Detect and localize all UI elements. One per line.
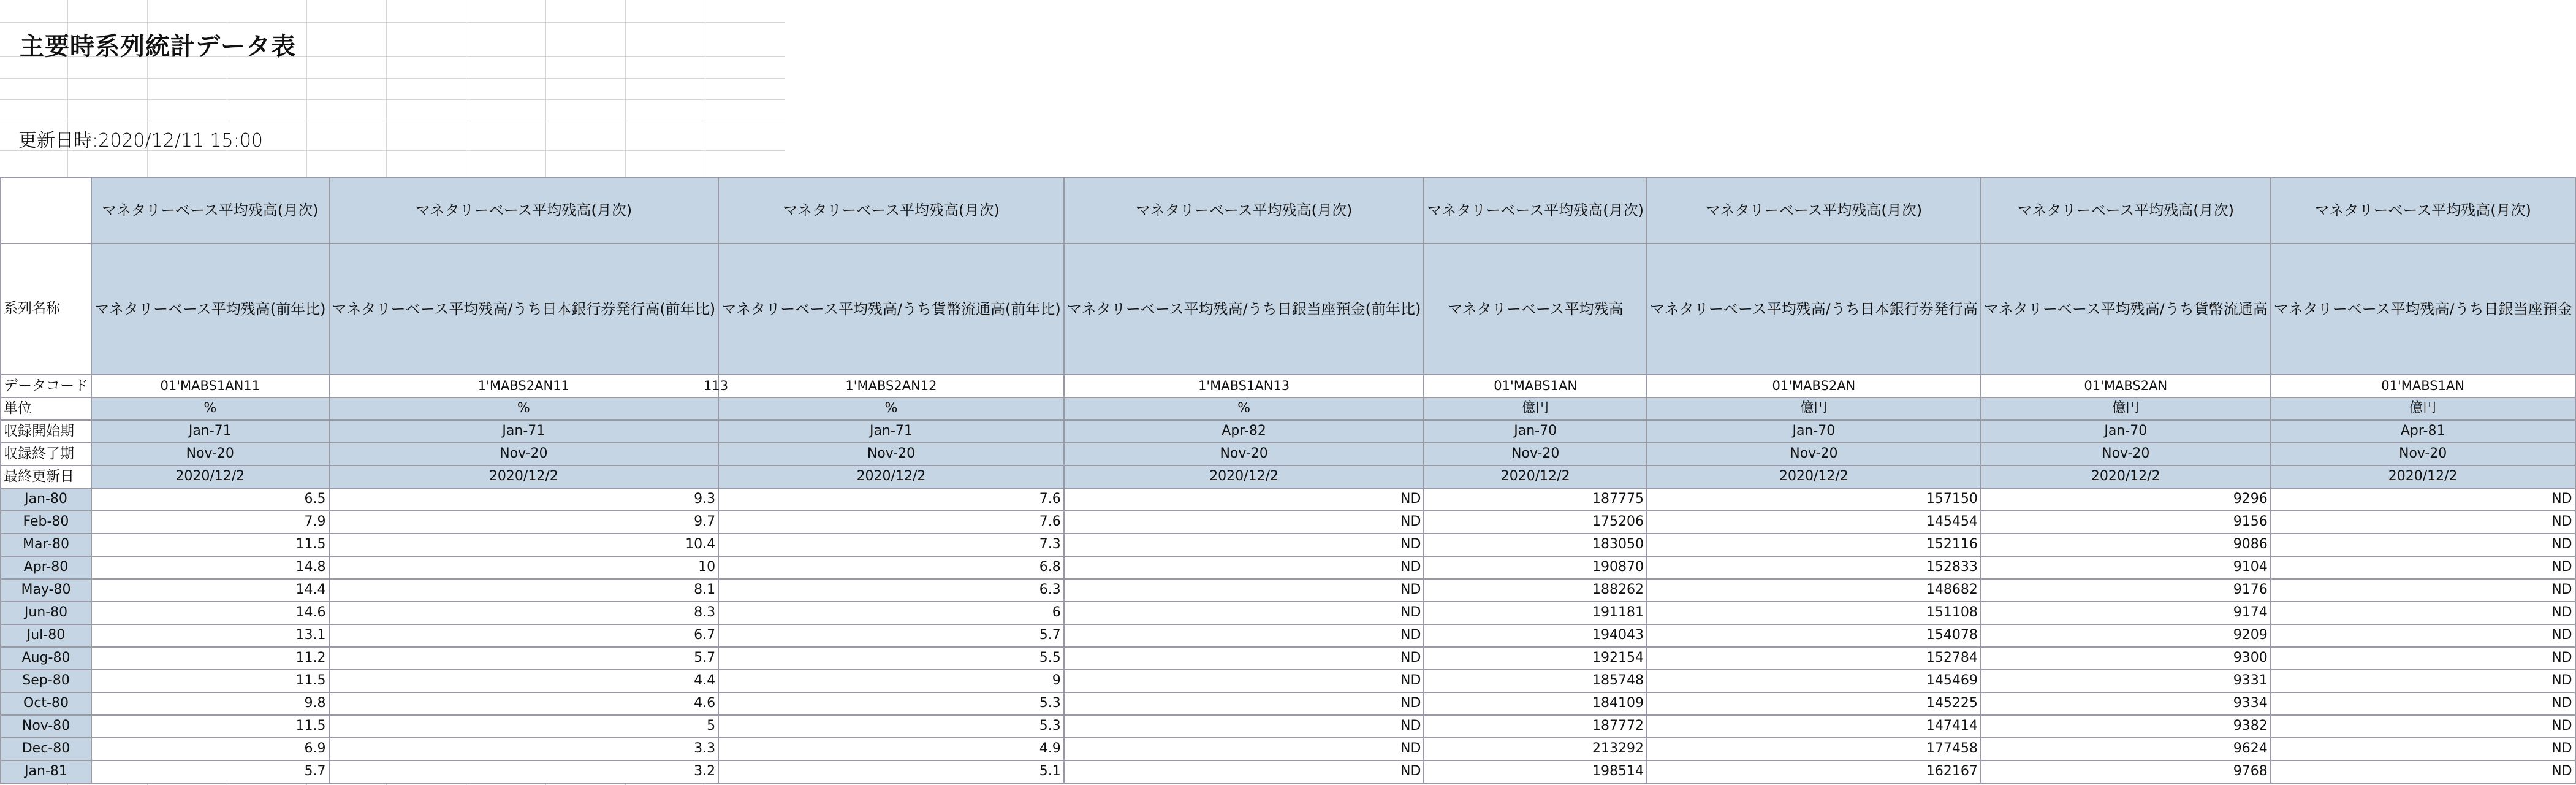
value-cell[interactable]: ND	[1064, 715, 1424, 738]
table-row	[1, 420, 2575, 443]
value-cell[interactable]: ND	[1064, 534, 1424, 556]
date-cell[interactable]: Oct-80	[1, 692, 91, 715]
data-code-cell[interactable]: 01'MABS1AN	[2271, 375, 2575, 397]
value-cell[interactable]: 11.5	[91, 670, 329, 692]
table-row	[1, 670, 2575, 692]
value-cell[interactable]: 6.5	[91, 488, 329, 511]
value-cell[interactable]: ND	[1064, 670, 1424, 692]
series-name-cell[interactable]: マネタリーベース平均残高/うち日本銀行券発行高(前年比)	[329, 243, 719, 375]
value-cell[interactable]: 154078	[1647, 624, 1981, 647]
end-cell[interactable]: Nov-20	[1981, 443, 2271, 465]
last-update-cell[interactable]: 2020/12/2	[1981, 465, 2271, 488]
end-cell[interactable]: Nov-20	[91, 443, 329, 465]
value-cell[interactable]: 9	[718, 670, 1064, 692]
value-cell[interactable]: ND	[2271, 738, 2575, 760]
end-cell[interactable]: Nov-20	[329, 443, 719, 465]
value-cell[interactable]: 191181	[1424, 602, 1647, 624]
table-row	[1, 534, 2575, 556]
table-row	[1, 556, 2575, 579]
value-cell[interactable]: 5.3	[718, 692, 1064, 715]
value-cell[interactable]: 147414	[1647, 715, 1981, 738]
unit-cell[interactable]: %	[91, 397, 329, 420]
row-label-unit[interactable]: 単位	[1, 397, 91, 420]
value-cell[interactable]: 8.3	[329, 602, 719, 624]
table-row	[1, 243, 2575, 375]
value-cell[interactable]: ND	[1064, 692, 1424, 715]
unit-cell[interactable]: 億円	[2271, 397, 2575, 420]
row-label-series-name[interactable]: 系列名称	[1, 243, 91, 375]
value-cell[interactable]: 184109	[1424, 692, 1647, 715]
table-row	[1, 465, 2575, 488]
value-cell[interactable]: 183050	[1424, 534, 1647, 556]
series-name-cell[interactable]: マネタリーベース平均残高/うち日銀当座預金	[2271, 243, 2575, 375]
table-row	[1, 511, 2575, 534]
value-cell[interactable]: 14.6	[91, 602, 329, 624]
value-cell[interactable]: 145225	[1647, 692, 1981, 715]
value-cell[interactable]: 9176	[1981, 579, 2271, 602]
date-cell[interactable]: Jan-80	[1, 488, 91, 511]
table-row	[1, 692, 2575, 715]
value-cell[interactable]: ND	[1064, 624, 1424, 647]
value-cell[interactable]: 187775	[1424, 488, 1647, 511]
series-group-cell[interactable]: マネタリーベース平均残高(月次)	[329, 177, 719, 243]
data-code-cell[interactable]: 01'MABS2AN	[1981, 375, 2271, 397]
corner-cell[interactable]	[1, 177, 91, 243]
table-row	[1, 488, 2575, 511]
row-label-data-code[interactable]: データコード	[1, 375, 91, 397]
value-cell[interactable]: 9331	[1981, 670, 2271, 692]
data-code-cell[interactable]: 1'MABS1AN13	[1064, 375, 1424, 397]
series-group-cell[interactable]: マネタリーベース平均残高(月次)	[1647, 177, 1981, 243]
value-cell[interactable]: ND	[2271, 624, 2575, 647]
table-row	[1, 624, 2575, 647]
row-label-start[interactable]: 収録開始期	[1, 420, 91, 443]
value-cell[interactable]: 7.6	[718, 511, 1064, 534]
value-cell[interactable]: 5.7	[329, 647, 719, 670]
start-cell[interactable]: Jan-70	[1981, 420, 2271, 443]
value-cell[interactable]: 148682	[1647, 579, 1981, 602]
start-cell[interactable]: Apr-82	[1064, 420, 1424, 443]
value-cell[interactable]: 9624	[1981, 738, 2271, 760]
value-cell[interactable]: 9174	[1981, 602, 2271, 624]
value-cell[interactable]: 10.4	[329, 534, 719, 556]
value-cell[interactable]: ND	[2271, 534, 2575, 556]
data-code-cell[interactable]: 01'MABS2AN	[1647, 375, 1981, 397]
unit-cell[interactable]: 億円	[1424, 397, 1647, 420]
table-row	[1, 397, 2575, 420]
date-cell[interactable]: Jun-80	[1, 602, 91, 624]
value-cell[interactable]: 9104	[1981, 556, 2271, 579]
row-label-end[interactable]: 収録終了期	[1, 443, 91, 465]
value-cell[interactable]: 3.3	[329, 738, 719, 760]
value-cell[interactable]: 7.9	[91, 511, 329, 534]
series-group-cell[interactable]: マネタリーベース平均残高(月次)	[2271, 177, 2575, 243]
start-cell[interactable]: Jan-70	[1424, 420, 1647, 443]
value-cell[interactable]: 145469	[1647, 670, 1981, 692]
value-cell[interactable]: 9.8	[91, 692, 329, 715]
start-cell[interactable]: Jan-71	[329, 420, 719, 443]
last-update-cell[interactable]: 2020/12/2	[718, 465, 1064, 488]
last-update-cell[interactable]: 2020/12/2	[2271, 465, 2575, 488]
value-cell[interactable]: 3.2	[329, 760, 719, 783]
value-cell[interactable]: 7.3	[718, 534, 1064, 556]
series-group-cell[interactable]: マネタリーベース平均残高(月次)	[718, 177, 1064, 243]
value-cell[interactable]: 9300	[1981, 647, 2271, 670]
updated-datetime: 更新日時:2020/12/11 15:00	[18, 130, 264, 151]
value-cell[interactable]: 175206	[1424, 511, 1647, 534]
value-cell[interactable]: 5.5	[718, 647, 1064, 670]
date-cell[interactable]: Dec-80	[1, 738, 91, 760]
date-cell[interactable]: Aug-80	[1, 647, 91, 670]
last-update-cell[interactable]: 2020/12/2	[91, 465, 329, 488]
series-name-cell[interactable]: マネタリーベース平均残高	[1424, 243, 1647, 375]
value-cell[interactable]: ND	[2271, 602, 2575, 624]
value-cell[interactable]: 14.8	[91, 556, 329, 579]
value-cell[interactable]: ND	[2271, 647, 2575, 670]
value-cell[interactable]: 14.4	[91, 579, 329, 602]
value-cell[interactable]: 5.3	[718, 715, 1064, 738]
last-update-cell[interactable]: 2020/12/2	[1064, 465, 1424, 488]
data-code-cell[interactable]: 01'MABS1AN	[1424, 375, 1647, 397]
start-cell[interactable]: Jan-70	[1647, 420, 1981, 443]
series-group-cell[interactable]: マネタリーベース平均残高(月次)	[1424, 177, 1647, 243]
date-cell[interactable]: Jul-80	[1, 624, 91, 647]
date-cell[interactable]: Apr-80	[1, 556, 91, 579]
unit-cell[interactable]: 億円	[1647, 397, 1981, 420]
series-name-cell[interactable]: マネタリーベース平均残高/うち日本銀行券発行高	[1647, 243, 1981, 375]
table-row	[1, 760, 2575, 783]
value-cell[interactable]: ND	[2271, 670, 2575, 692]
start-cell[interactable]: Apr-81	[2271, 420, 2575, 443]
unit-cell[interactable]: %	[718, 397, 1064, 420]
table-row	[1, 375, 2575, 397]
value-cell[interactable]: ND	[1064, 738, 1424, 760]
value-cell[interactable]: 6.7	[329, 624, 719, 647]
start-cell[interactable]: Jan-71	[718, 420, 1064, 443]
data-code-cell[interactable]: 1'MABS2AN12	[718, 375, 1064, 397]
data-code-cell[interactable]: 1'MABS2AN11	[329, 375, 719, 397]
value-cell[interactable]: 177458	[1647, 738, 1981, 760]
table-row	[1, 738, 2575, 760]
data-code-cell[interactable]: 01'MABS1AN11	[91, 375, 329, 397]
value-cell[interactable]: 5.1	[718, 760, 1064, 783]
data-table	[0, 177, 2576, 784]
value-cell[interactable]: 9209	[1981, 624, 2271, 647]
value-cell[interactable]: ND	[2271, 715, 2575, 738]
value-cell[interactable]: ND	[2271, 579, 2575, 602]
series-group-cell[interactable]: マネタリーベース平均残高(月次)	[1981, 177, 2271, 243]
table-row	[1, 715, 2575, 738]
value-cell[interactable]: ND	[1064, 579, 1424, 602]
last-update-cell[interactable]: 2020/12/2	[1424, 465, 1647, 488]
value-cell[interactable]: 4.6	[329, 692, 719, 715]
value-cell[interactable]: 188262	[1424, 579, 1647, 602]
value-cell[interactable]: 7.6	[718, 488, 1064, 511]
end-cell[interactable]: Nov-20	[2271, 443, 2575, 465]
value-cell[interactable]: 9768	[1981, 760, 2271, 783]
value-cell[interactable]: 152784	[1647, 647, 1981, 670]
value-cell[interactable]: 4.9	[718, 738, 1064, 760]
value-cell[interactable]: 185748	[1424, 670, 1647, 692]
value-cell[interactable]: 4.4	[329, 670, 719, 692]
value-cell[interactable]: 152116	[1647, 534, 1981, 556]
sheet-title: 主要時系列統計データ表	[20, 33, 296, 61]
value-cell[interactable]: 190870	[1424, 556, 1647, 579]
value-cell[interactable]: 13.1	[91, 624, 329, 647]
value-cell[interactable]: 192154	[1424, 647, 1647, 670]
value-cell[interactable]: 5.7	[718, 624, 1064, 647]
date-cell[interactable]: Sep-80	[1, 670, 91, 692]
value-cell[interactable]: 6.9	[91, 738, 329, 760]
value-cell[interactable]: ND	[1064, 760, 1424, 783]
date-cell[interactable]: May-80	[1, 579, 91, 602]
value-cell[interactable]: 151108	[1647, 602, 1981, 624]
last-update-cell[interactable]: 2020/12/2	[329, 465, 719, 488]
unit-cell[interactable]: %	[329, 397, 719, 420]
series-name-cell[interactable]: マネタリーベース平均残高/うち貨幣流通高(前年比)	[718, 243, 1064, 375]
value-cell[interactable]: ND	[1064, 556, 1424, 579]
value-cell[interactable]: 187772	[1424, 715, 1647, 738]
value-cell[interactable]: 9296	[1981, 488, 2271, 511]
value-cell[interactable]: 11.5	[91, 534, 329, 556]
end-cell[interactable]: Nov-20	[1424, 443, 1647, 465]
value-cell[interactable]: ND	[2271, 760, 2575, 783]
table-row	[1, 647, 2575, 670]
table-row	[1, 443, 2575, 465]
row-label-last-update[interactable]: 最終更新日	[1, 465, 91, 488]
date-cell[interactable]: Jan-81	[1, 760, 91, 783]
end-cell[interactable]: Nov-20	[1647, 443, 1981, 465]
value-cell[interactable]: ND	[1064, 602, 1424, 624]
value-cell[interactable]: 9.7	[329, 511, 719, 534]
series-name-cell[interactable]: マネタリーベース平均残高/うち日銀当座預金(前年比)	[1064, 243, 1424, 375]
value-cell[interactable]: ND	[2271, 511, 2575, 534]
value-cell[interactable]: 8.1	[329, 579, 719, 602]
value-cell[interactable]: 6.3	[718, 579, 1064, 602]
series-name-cell[interactable]: マネタリーベース平均残高/うち貨幣流通高	[1981, 243, 2271, 375]
value-cell[interactable]: 213292	[1424, 738, 1647, 760]
value-cell[interactable]: 9.3	[329, 488, 719, 511]
unit-cell[interactable]: %	[1064, 397, 1424, 420]
value-cell[interactable]: 157150	[1647, 488, 1981, 511]
value-cell[interactable]: ND	[2271, 692, 2575, 715]
value-cell[interactable]: 5.7	[91, 760, 329, 783]
value-cell[interactable]: 145454	[1647, 511, 1981, 534]
value-cell[interactable]: ND	[2271, 556, 2575, 579]
value-cell[interactable]: 10	[329, 556, 719, 579]
date-cell[interactable]: Mar-80	[1, 534, 91, 556]
value-cell[interactable]: 162167	[1647, 760, 1981, 783]
series-name-cell[interactable]: マネタリーベース平均残高(前年比)	[91, 243, 329, 375]
value-cell[interactable]: 6.8	[718, 556, 1064, 579]
date-cell[interactable]: Feb-80	[1, 511, 91, 534]
table-row	[1, 177, 2575, 243]
value-cell[interactable]: 5	[329, 715, 719, 738]
value-cell[interactable]: 9156	[1981, 511, 2271, 534]
value-cell[interactable]: ND	[1064, 511, 1424, 534]
start-cell[interactable]: Jan-71	[91, 420, 329, 443]
value-cell[interactable]: 198514	[1424, 760, 1647, 783]
value-cell[interactable]: 9086	[1981, 534, 2271, 556]
series-group-cell[interactable]: マネタリーベース平均残高(月次)	[1064, 177, 1424, 243]
data-code-overflow-text: 113	[704, 378, 729, 393]
value-cell[interactable]: 152833	[1647, 556, 1981, 579]
value-cell[interactable]: 9334	[1981, 692, 2271, 715]
value-cell[interactable]: ND	[1064, 647, 1424, 670]
series-group-cell[interactable]: マネタリーベース平均残高(月次)	[91, 177, 329, 243]
last-update-cell[interactable]: 2020/12/2	[1647, 465, 1981, 488]
table-row	[1, 602, 2575, 624]
value-cell[interactable]: 9382	[1981, 715, 2271, 738]
value-cell[interactable]: 11.2	[91, 647, 329, 670]
unit-cell[interactable]: 億円	[1981, 397, 2271, 420]
value-cell[interactable]: ND	[1064, 488, 1424, 511]
date-cell[interactable]: Nov-80	[1, 715, 91, 738]
end-cell[interactable]: Nov-20	[718, 443, 1064, 465]
end-cell[interactable]: Nov-20	[1064, 443, 1424, 465]
value-cell[interactable]: 11.5	[91, 715, 329, 738]
value-cell[interactable]: ND	[2271, 488, 2575, 511]
table-row	[1, 579, 2575, 602]
value-cell[interactable]: 194043	[1424, 624, 1647, 647]
value-cell[interactable]: 6	[718, 602, 1064, 624]
